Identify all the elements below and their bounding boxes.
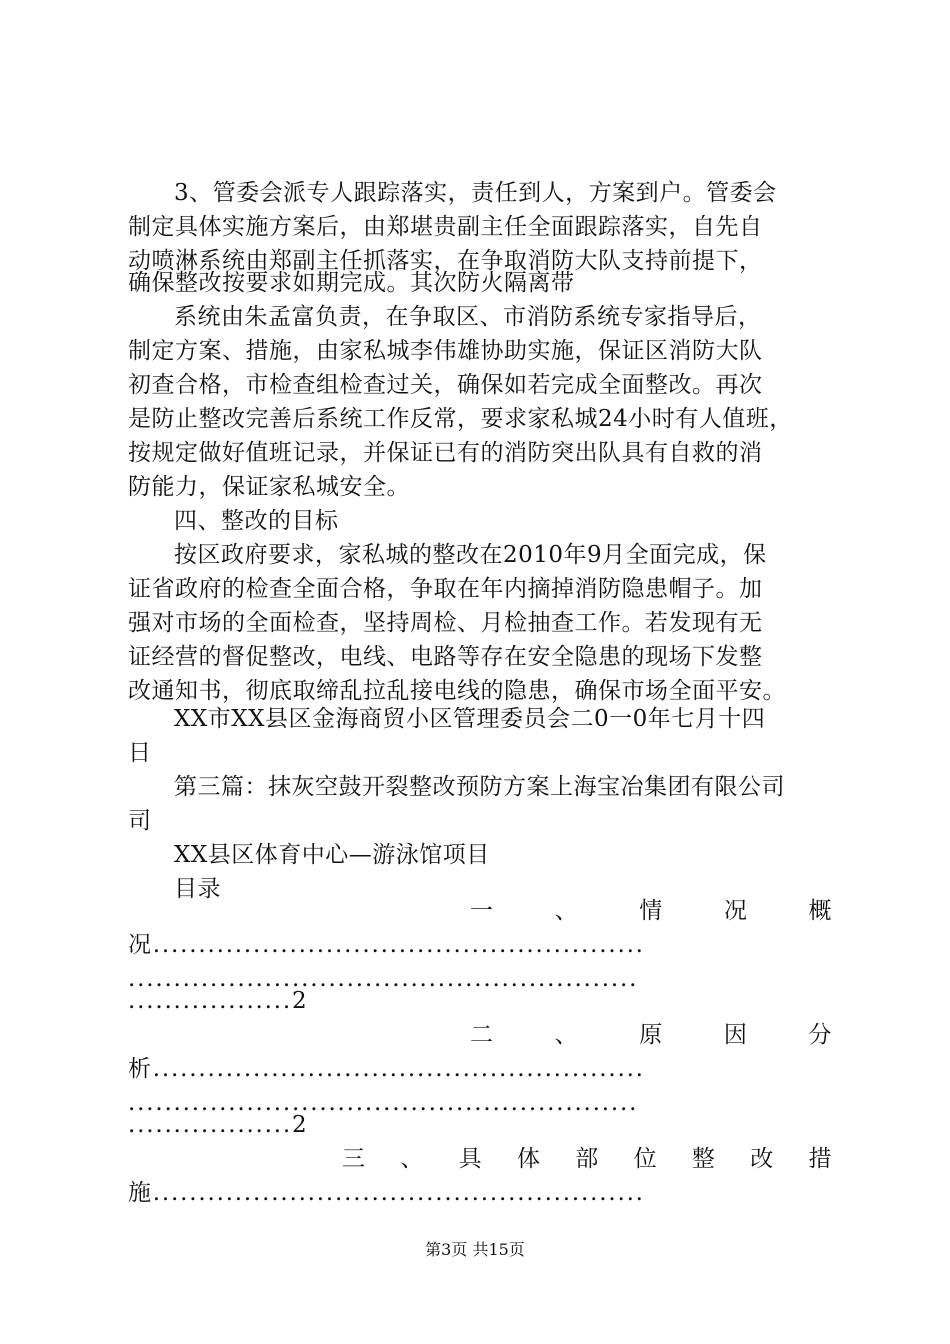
signature-line: 日 (128, 740, 152, 766)
paragraph-line: 强对市场的全面检查，坚持周检、月检抽查工作。若发现有无 (128, 610, 763, 636)
project-title: XX县区体育中心—游泳馆项目 (174, 842, 490, 868)
toc-item-3-leader: 施...................................................... (128, 1180, 645, 1206)
paragraph-line: 初查合格，市检查组检查过关，确保如若完成全面整改。再次 (128, 372, 763, 398)
toc-item-1-page: ..................2 (128, 988, 309, 1014)
paragraph-line: 改通知书，彻底取缔乱拉乱接电线的隐患，确保市场全面平安。 (128, 678, 786, 704)
toc-item-3-title: 三 、 具 体 部 位 整 改 措 (342, 1146, 832, 1172)
paragraph-line: 证经营的督促整改，电线、电路等存在安全隐患的现场下发整 (128, 644, 763, 670)
paragraph-line: 按区政府要求，家私城的整改在2010年9月全面完成，保 (174, 542, 767, 568)
toc-item-1-leader: 况...................................................... (128, 932, 645, 958)
paragraph-line: 确保整改按要求如期完成。其次防火隔离带 (128, 270, 575, 296)
toc-item-2-page: ..................2 (128, 1112, 309, 1138)
signature-line: XX市XX县区金海商贸小区管理委员会二0一0年七月十四 (174, 706, 766, 732)
page-footer: 第3页 共15页 (425, 1240, 525, 1259)
chapter-title: 第三篇：抹灰空鼓开裂整改预防方案上海宝冶集团有限公司 (174, 774, 785, 800)
toc-item-2-title: 二 、 原 因 分 (470, 1022, 832, 1048)
toc-item-2-leader: 析...................................................... (128, 1056, 645, 1082)
section-heading: 四、整改的目标 (174, 508, 339, 534)
paragraph-line: 是防止整改完善后系统工作反常，要求家私城24小时有人值班， (128, 406, 793, 432)
paragraph-line: 系统由朱孟富负责，在争取区、市消防系统专家指导后， (174, 304, 762, 330)
toc-item-2-leader: ........................................................ (128, 1090, 639, 1116)
toc-item-1-title: 一 、 情 况 概 (470, 898, 832, 924)
chapter-title: 司 (128, 808, 152, 834)
toc-heading: 目录 (174, 876, 221, 902)
paragraph-line: 制定方案、措施，由家私城李伟雄协助实施，保证区消防大队 (128, 338, 763, 364)
paragraph-line: 3、管委会派专人跟踪落实，责任到人，方案到户。管委会 (174, 180, 777, 206)
paragraph-line: 按规定做好值班记录，并保证已有的消防突出队具有自救的消 (128, 440, 763, 466)
paragraph-line: 动喷淋系统由郑副主任抓落实，在争取消防大队支持前提下， (128, 248, 763, 274)
paragraph-line: 制定具体实施方案后，由郑堪贵副主任全面跟踪落实，自先自 (128, 214, 763, 240)
paragraph-line: 证省政府的检查全面合格，争取在年内摘掉消防隐患帽子。加 (128, 576, 763, 602)
toc-item-1-leader: ........................................................ (128, 966, 639, 992)
paragraph-line: 防能力，保证家私城安全。 (128, 474, 410, 500)
